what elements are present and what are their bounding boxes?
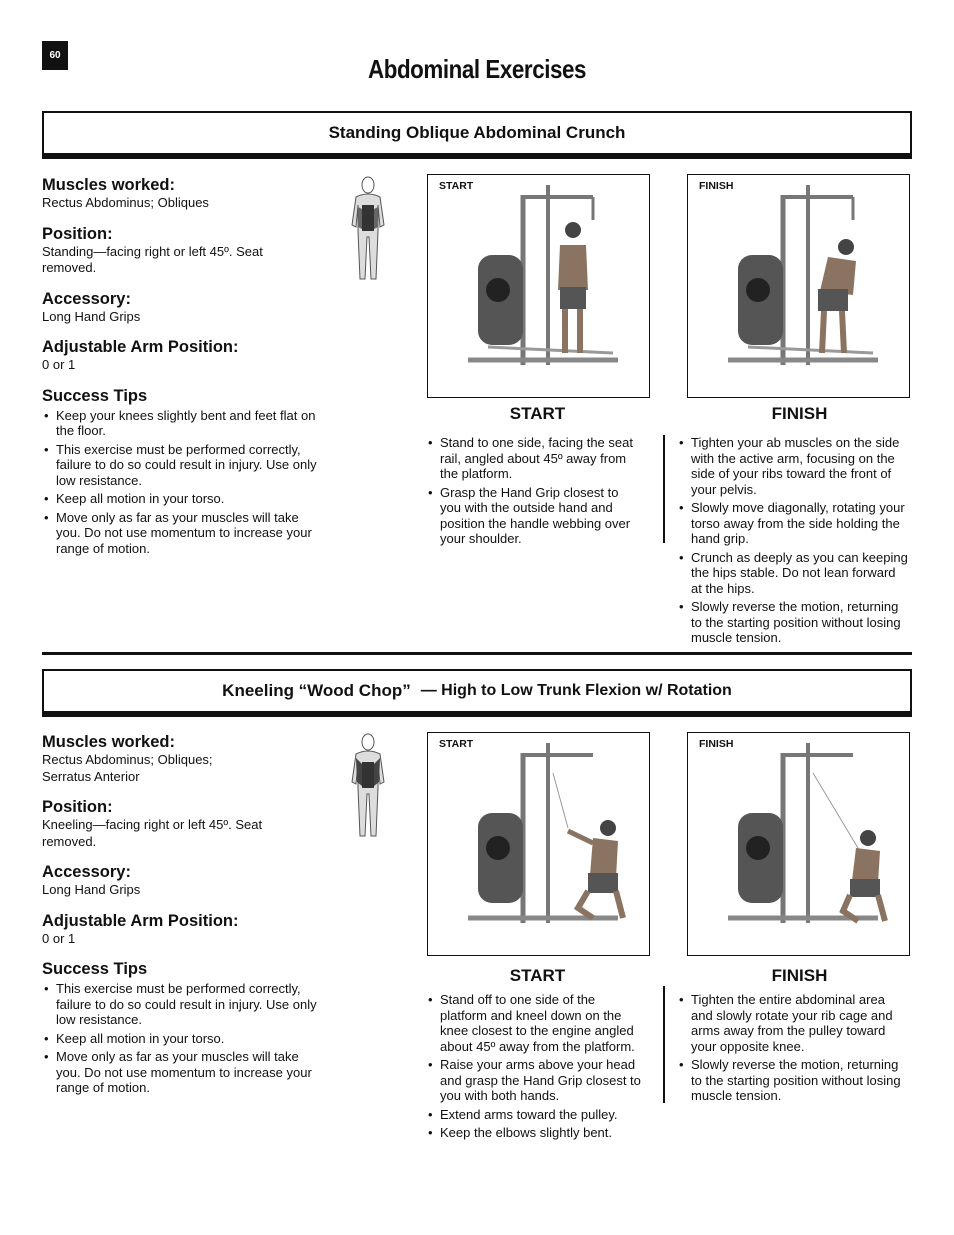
accessory-text: Long Hand Grips xyxy=(42,882,141,897)
muscles-text-line: Serratus Anterior xyxy=(42,768,140,784)
success-tips-heading: Success Tips xyxy=(42,386,148,405)
home-gym-machine-icon xyxy=(428,733,649,955)
finish-heading: FINISH xyxy=(771,966,828,985)
exercise-info xyxy=(42,175,322,568)
anatomy-figure-icon xyxy=(338,175,398,287)
accessory-heading: Accessory: xyxy=(42,863,131,881)
exercise-section-standing-oblique-crunch xyxy=(42,111,912,646)
arm-position-text: 0 or 1 xyxy=(42,930,76,946)
accessory-heading: Accessory: xyxy=(42,289,131,308)
exercise-section-kneeling-wood-chop xyxy=(42,669,912,1169)
muscles-text-line: Rectus Abdominus; Obliques; xyxy=(42,752,213,767)
success-tips-heading: Success Tips xyxy=(42,960,148,978)
list-item: • Stand off to one side of the platform and kneel down on the knee closest to the engine angled about 45º away from the platform. xyxy=(426,992,641,1054)
list-item: • This exercise must be performed correctly, failure to do so could result in injury. Use only low resistance. xyxy=(42,442,322,489)
list-item: • Tighten the entire abdominal area and slowly rotate your rib cage and arms away from the pulley toward your opposite knee. xyxy=(677,992,909,1054)
list-item: • Grasp the Hand Grip closest to you with the outside hand and position the handle webbing over your shoulder. xyxy=(426,485,641,547)
finish-photo xyxy=(687,174,910,398)
finish-steps-list xyxy=(677,435,909,649)
position-heading: Position: xyxy=(42,224,113,243)
exercise-title: Standing Oblique Abdominal Crunch xyxy=(328,123,626,142)
list-item: • Raise your arms above your head and grasp the Hand Grip closest to you with both hands. xyxy=(426,1057,641,1104)
exercise-info xyxy=(42,732,322,1108)
muscles-heading: Muscles worked: xyxy=(42,733,175,751)
exercise-title-bar xyxy=(42,111,912,159)
start-photo-label: START xyxy=(439,180,474,192)
home-gym-machine-icon xyxy=(688,733,909,955)
arm-position-heading: Adjustable Arm Position: xyxy=(42,338,239,356)
finish-photo xyxy=(687,732,910,956)
list-item: • Extend arms toward the pulley. xyxy=(426,1107,641,1123)
start-steps-list xyxy=(426,435,641,550)
muscles-heading: Muscles worked: xyxy=(42,176,175,194)
start-heading: START xyxy=(509,404,566,423)
position-text-line: Standing—facing right or left 45º. Seat xyxy=(42,243,263,259)
page-number: 60 xyxy=(42,41,68,70)
success-tips-list xyxy=(42,981,322,1096)
list-item: • Keep all motion in your torso. xyxy=(42,491,322,507)
section-divider xyxy=(42,652,912,655)
list-item: • Move only as far as your muscles will take you. Do not use momentum to increase your range of motion. xyxy=(42,1049,322,1096)
page-title: Abdominal Exercises xyxy=(367,54,587,84)
start-photo xyxy=(427,732,650,956)
exercise-subtitle: — High to Low Trunk Flexion w/ Rotation xyxy=(420,682,732,699)
muscles-text: Rectus Abdominus; Obliques xyxy=(42,195,209,210)
position-text-line: removed. xyxy=(42,833,97,849)
home-gym-machine-icon xyxy=(428,175,649,397)
start-steps-list xyxy=(426,992,641,1144)
column-divider xyxy=(663,435,665,543)
success-tips-list xyxy=(42,408,322,557)
start-photo xyxy=(427,174,650,398)
list-item: • Slowly reverse the motion, returning to the starting position without losing muscle tension. xyxy=(677,1057,909,1104)
position-text-line: Kneeling—facing right or left 45º. Seat xyxy=(42,817,263,832)
arm-position-heading: Adjustable Arm Position: xyxy=(42,911,239,930)
list-item: • Keep the elbows slightly bent. xyxy=(426,1125,641,1141)
list-item: • Slowly reverse the motion, returning to the starting position without losing muscle tension. xyxy=(677,599,909,646)
column-divider xyxy=(663,986,665,1103)
list-item: • Move only as far as your muscles will take you. Do not use momentum to increase your range of motion. xyxy=(42,510,322,557)
anatomy-figure-icon xyxy=(338,732,398,844)
list-item: • Tighten your ab muscles on the side with the active arm, focusing on the side of your ribs toward the front of your pelvis. xyxy=(677,435,909,497)
position-text-line: removed. xyxy=(42,260,97,275)
list-item: • Slowly move diagonally, rotating your torso away from the side holding the hand grip. xyxy=(677,500,909,547)
position-heading: Position: xyxy=(42,798,113,816)
finish-photo-label: FINISH xyxy=(699,738,734,750)
finish-heading: FINISH xyxy=(771,404,828,423)
exercise-title-bar xyxy=(42,669,912,717)
arm-position-text: 0 or 1 xyxy=(42,357,76,372)
finish-photo-label: FINISH xyxy=(699,180,734,192)
start-heading: START xyxy=(509,966,566,985)
list-item: • Keep your knees slightly bent and feet flat on the floor. xyxy=(42,408,322,439)
list-item: • Stand to one side, facing the seat rail, angled about 45º away from the platform. xyxy=(426,435,641,482)
start-photo-label: START xyxy=(439,738,474,750)
list-item: • Keep all motion in your torso. xyxy=(42,1031,322,1047)
list-item: • Crunch as deeply as you can keeping the hips stable. Do not lean forward at the hips. xyxy=(677,550,909,597)
exercise-title: Kneeling “Wood Chop” xyxy=(222,681,411,700)
list-item: • This exercise must be performed correctly, failure to do so could result in injury. Use only low resistance. xyxy=(42,981,322,1028)
home-gym-machine-icon xyxy=(688,175,909,397)
accessory-text: Long Hand Grips xyxy=(42,308,141,324)
finish-steps-list xyxy=(677,992,909,1107)
